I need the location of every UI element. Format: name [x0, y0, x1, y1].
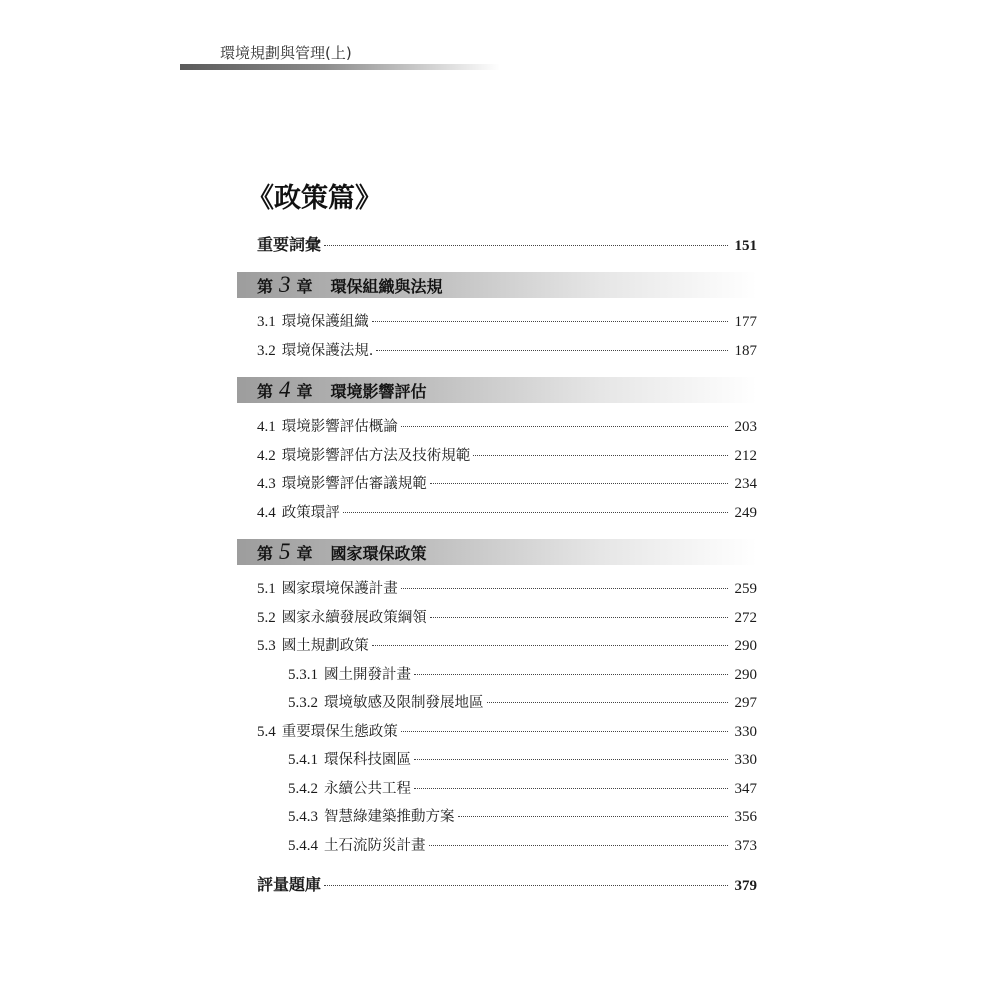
dot-leader	[324, 245, 728, 246]
book-title: 環境規劃與管理(上)	[220, 44, 352, 62]
section-number: 3.1	[257, 314, 276, 330]
chapter-heading-3[interactable]	[237, 272, 757, 298]
section-page: 272	[734, 609, 757, 626]
toc-entry[interactable]	[237, 604, 757, 633]
table-of-contents	[237, 230, 757, 900]
dot-leader	[343, 512, 728, 513]
dot-leader	[376, 350, 728, 351]
section-title: 環保科技園區	[324, 752, 411, 768]
section-page: 212	[734, 447, 757, 464]
section-title: 環境影響評估審議規範	[281, 476, 427, 492]
toc-entry[interactable]	[237, 499, 757, 528]
toc-entry[interactable]	[237, 442, 757, 471]
toc-entry-label: 評量題庫	[257, 875, 322, 894]
dot-leader	[430, 617, 728, 618]
toc-entry[interactable]	[237, 470, 757, 499]
toc-entry-question-bank[interactable]	[237, 870, 757, 900]
dot-leader	[473, 455, 728, 456]
toc-entry-glossary[interactable]	[237, 230, 757, 260]
section-page: 356	[734, 809, 757, 825]
toc-entry[interactable]	[237, 832, 757, 861]
chapter-suffix: 章	[296, 277, 313, 296]
section-page: 177	[734, 314, 757, 330]
toc-entry[interactable]	[237, 413, 757, 442]
section-title: 國家環境保護計畫	[281, 581, 398, 597]
toc-entry[interactable]	[237, 775, 757, 804]
section-number: 4.3	[257, 476, 276, 492]
section-number: 3.2	[257, 342, 276, 359]
section-number: 5.3.2	[288, 695, 318, 711]
section-number: 5.1	[257, 581, 276, 597]
dot-leader	[372, 645, 728, 646]
toc-entry[interactable]	[237, 718, 757, 747]
chapter-heading-4[interactable]	[237, 377, 757, 403]
section-page: 290	[734, 666, 757, 683]
toc-entry[interactable]	[237, 661, 757, 690]
section-title: 永續公共工程	[324, 780, 411, 797]
chapter-title: 國家環保政策	[330, 544, 427, 563]
section-number: 4.4	[257, 504, 276, 521]
dot-leader	[414, 759, 728, 760]
chapter-prefix: 第	[257, 382, 274, 401]
section-title: 土石流防災計畫	[324, 837, 426, 854]
section-title: 環境影響評估概論	[281, 419, 398, 435]
chapter-number: 5	[279, 539, 291, 564]
chapter-prefix: 第	[257, 544, 274, 563]
dot-leader	[401, 426, 728, 427]
dot-leader	[372, 321, 728, 322]
toc-entry-page: 379	[734, 878, 757, 894]
chapter-title: 環保組織與法規	[330, 277, 443, 296]
section-title: 國土開發計畫	[324, 666, 411, 683]
toc-entry[interactable]	[237, 689, 757, 718]
dot-leader	[430, 483, 728, 484]
chapter-heading-5[interactable]	[237, 539, 757, 565]
section-title: 國家永續發展政策綱領	[281, 609, 427, 626]
section-number: 5.3.1	[288, 666, 318, 683]
section-number: 5.4.1	[288, 752, 318, 768]
dot-leader	[401, 588, 728, 589]
section-number: 4.2	[257, 447, 276, 464]
section-number: 5.2	[257, 609, 276, 626]
dot-leader	[401, 731, 728, 732]
dot-leader	[458, 816, 729, 817]
section-number: 5.4.4	[288, 837, 318, 854]
section-page: 234	[734, 476, 757, 492]
section-title: 智慧綠建築推動方案	[324, 809, 455, 825]
section-page: 297	[734, 695, 757, 711]
section-page: 347	[734, 780, 757, 797]
section-title: 環境影響評估方法及技術規範	[281, 447, 471, 464]
section-title: 環境保護組織	[281, 314, 369, 330]
chapter-suffix: 章	[296, 382, 313, 401]
section-number: 5.4.3	[288, 809, 318, 825]
section-page: 330	[734, 723, 757, 740]
section-title: 國土規劃政策	[281, 638, 369, 654]
chapter-suffix: 章	[296, 544, 313, 563]
section-number: 5.4.2	[288, 780, 318, 797]
section-title: 環境敏感及限制發展地區	[324, 695, 484, 711]
dot-leader	[487, 702, 729, 703]
dot-leader	[414, 674, 728, 675]
section-page: 203	[734, 419, 757, 435]
section-page: 290	[734, 638, 757, 654]
toc-entry[interactable]	[237, 575, 757, 604]
toc-entry[interactable]	[237, 308, 757, 337]
part-title: 《政策篇》	[247, 183, 382, 214]
chapter-prefix: 第	[257, 277, 274, 296]
header-rule	[180, 64, 500, 70]
section-number: 4.1	[257, 419, 276, 435]
toc-entry[interactable]	[237, 746, 757, 775]
toc-entry[interactable]	[237, 632, 757, 661]
toc-entry-page: 151	[734, 238, 757, 254]
dot-leader	[429, 845, 729, 846]
running-header	[180, 44, 500, 70]
chapter-number: 4	[279, 377, 291, 402]
dot-leader	[414, 788, 728, 789]
dot-leader	[324, 885, 728, 886]
section-page: 330	[734, 752, 757, 768]
section-page: 373	[734, 837, 757, 854]
toc-entry[interactable]	[237, 337, 757, 366]
toc-entry-label: 重要詞彙	[257, 235, 322, 254]
toc-entry[interactable]	[237, 803, 757, 832]
chapter-number: 3	[279, 272, 291, 297]
section-title: 環境保護法規.	[281, 342, 374, 359]
section-title: 重要環保生態政策	[281, 723, 398, 740]
section-page: 187	[734, 342, 757, 359]
section-title: 政策環評	[281, 504, 340, 521]
section-number: 5.3	[257, 638, 276, 654]
section-number: 5.4	[257, 723, 276, 740]
section-page: 249	[734, 504, 757, 521]
chapter-title: 環境影響評估	[330, 382, 427, 401]
section-page: 259	[734, 581, 757, 597]
